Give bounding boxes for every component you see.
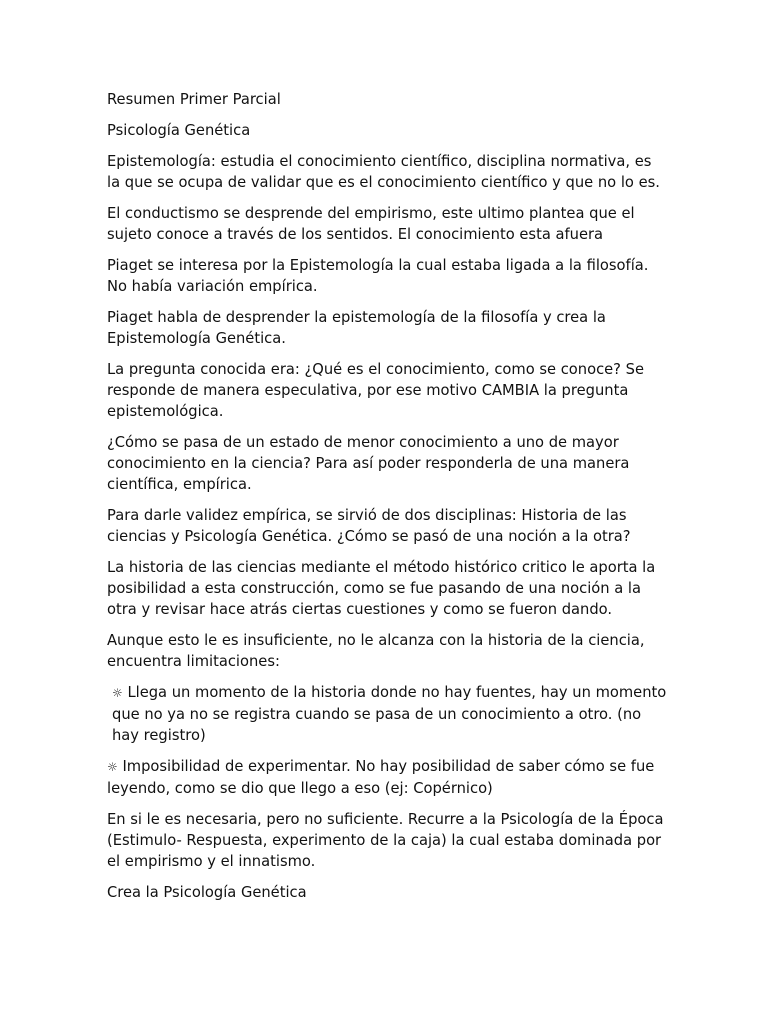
bullet-text: Imposibilidad de experimentar. No hay posibilidad de saber cómo se fue leyendo, como se dio que llego a eso (ej: Copérnico)	[107, 758, 655, 797]
paragraph-necesaria: En si le es necesaria, pero no suficiente. Recurre a la Psicología de la Época (Estimulo- Respuesta, experimento de la caja) la cual estaba dominada por el empirismo y el innatismo.	[107, 811, 664, 870]
bullet-text: Llega un momento de la historia donde no hay fuentes, hay un momento que no ya no se registra cuando se pasa de un conocimiento a otro. (no hay registro)	[112, 684, 667, 744]
sun-bullet-icon: ☼	[107, 760, 118, 774]
document-title: Resumen Primer Parcial	[107, 91, 281, 108]
paragraph-historia-ciencias: La historia de las ciencias mediante el método histórico critico le aporta la posibilidad a esta construcción, como se fue pasando de una noción a la otra y revisar hace atrás ciertas cuestiones y como se fueron dando.	[107, 559, 656, 618]
bullet-item-experimentar	[107, 756, 668, 799]
bullet-item-fuentes	[107, 682, 668, 746]
sun-bullet-icon: ☼	[112, 686, 123, 700]
paragraph-crea-psicologia: Crea la Psicología Genética	[107, 884, 307, 901]
paragraph-conductismo: El conductismo se desprende del empirismo, este ultimo plantea que el sujeto conoce a través de los sentidos. El conocimiento esta afuera	[107, 205, 635, 243]
paragraph-piaget-interes: Piaget se interesa por la Epistemología la cual estaba ligada a la filosofía. No había variación empírica.	[107, 257, 649, 295]
document-subtitle: Psicología Genética	[107, 122, 251, 139]
paragraph-insuficiente: Aunque esto le es insuficiente, no le alcanza con la historia de la ciencia, encuentra limitaciones:	[107, 632, 645, 670]
paragraph-como-se-pasa: ¿Cómo se pasa de un estado de menor conocimiento a uno de mayor conocimiento en la ciencia? Para así poder responderla de una manera científica, empírica.	[107, 434, 630, 493]
paragraph-validez-empirica: Para darle validez empírica, se sirvió de dos disciplinas: Historia de las ciencias y Psicología Genética. ¿Cómo se pasó de una noción a la otra?	[107, 507, 631, 545]
paragraph-pregunta-conocida: La pregunta conocida era: ¿Qué es el conocimiento, como se conoce? Se responde de manera especulativa, por ese motivo CAMBIA la pregunta epistemológica.	[107, 361, 645, 420]
paragraph-piaget-desprender: Piaget habla de desprender la epistemología de la filosofía y crea la Epistemología Genética.	[107, 309, 606, 347]
paragraph-epistemologia: Epistemología: estudia el conocimiento científico, disciplina normativa, es la que se ocupa de validar que es el conocimiento científico y que no lo es.	[107, 153, 660, 191]
